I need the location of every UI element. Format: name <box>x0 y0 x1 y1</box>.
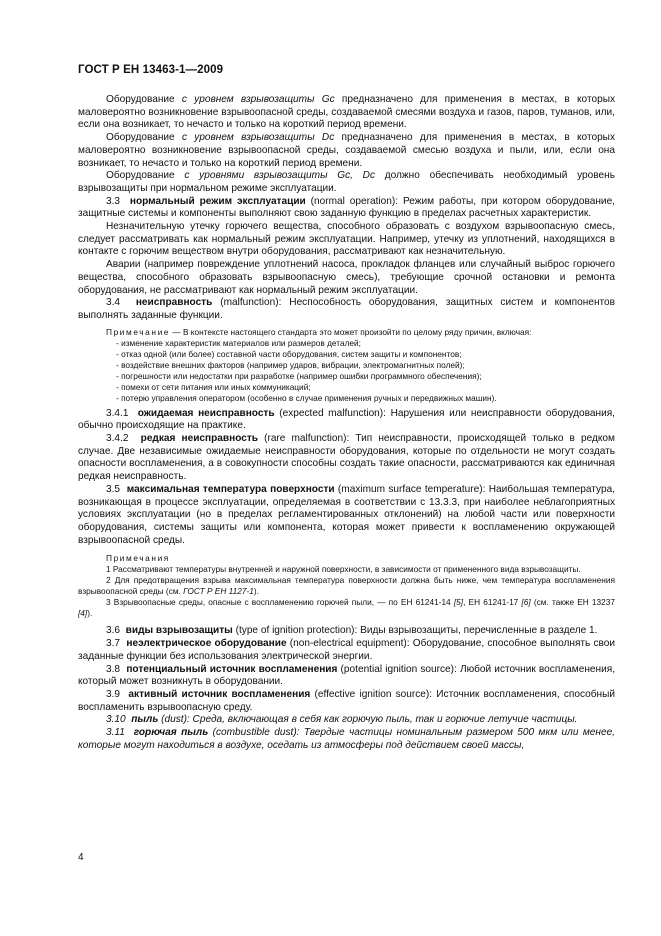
page-number: 4 <box>78 852 84 863</box>
list-item: - отказ одной (или более) составной части оборудования, систем защиты и компонентов; <box>116 348 462 359</box>
clause-3-3-para-3: Аварии (например повреждение уплотнений насоса, прокладок фланцев или случайный выброс горючего вещества, способного образовать взрывоопасную смесь), требующие срочной остановки и ремонта оборудования, не рассматривают как нормальный режим эксплуатации. <box>78 259 615 296</box>
note-label: Примечание <box>106 326 171 337</box>
list-item: - воздействие внешних факторов (например ударов, вибрации, электромагнитных полей); <box>116 359 465 370</box>
term: неэлектрическое оборудование <box>126 638 287 650</box>
notes-label: Примечания <box>106 553 170 564</box>
clause-3-4-1: 3.4.1 ожидаемая неисправность (expected malfunction): Нарушения или неисправности оборудования, обычно происходящие на практике. <box>78 407 615 432</box>
clause-3-8: 3.8 потенциальный источник воспламенения (potential ignition source): Любой источник воспламенения, который может возникнуть в оборудовании. <box>78 663 616 688</box>
list-item: - изменение характеристик материалов или размеров деталей; <box>116 337 361 348</box>
clause-3-4: 3.4 неисправность (malfunction): Неспособность оборудования, защитных систем и компонентов выполнять заданные функции. <box>78 297 616 321</box>
document-header: ГОСТ Р ЕН 13463-1—2009 <box>78 64 224 76</box>
paragraph-gc: Оборудование с уровнем взрывозащиты Gc предназначено для применения в местах, в которых маловероятно возникновение взрывоопасной среды, создаваемой смесями воздуха и газов, паров, туманов, или, если она возникает, то нечасто и только на короткий период времени. <box>78 94 615 131</box>
term: пыль <box>131 714 159 726</box>
term: активный источник воспламенения <box>128 688 311 700</box>
list-item: - помехи от сети питания или иных коммуникаций; <box>116 381 311 392</box>
clause-3-9: 3.9 активный источник воспламенения (effective ignition source): Источник воспламенения, способный воспламенить взрывоопасную среду. <box>78 688 615 713</box>
note-1: 1 Рассматривают температуры внутренней и наружной поверхности, в зависимости от примененного вида взрывозащиты. <box>106 564 581 575</box>
term: виды взрывозащиты <box>125 625 233 637</box>
note-3: 3 Взрывоопасные среды, опасные с воспламенению горючей пыли, — по ЕН 61241-14 [5], ЕН 61241-17 [6] (см. также ЕН 13237 [4]). <box>78 597 615 619</box>
paragraph-gc-dc: Оборудование с уровнями взрывозащиты Gc, Dc должно обеспечивать необходимый уровень взрывозащиты при нормальном режиме эксплуатации. <box>78 170 615 194</box>
term: редкая неисправность <box>140 433 258 445</box>
clause-3-11: 3.11 горючая пыль (combustible dust): Твердые частицы номинальным размером 500 мкм или менее, которые могут находиться в воздухе, оседать из атмосферы под действием своей массы, <box>78 727 615 751</box>
term: нормальный режим эксплуатации <box>129 195 306 207</box>
term: максимальная температура поверхности <box>126 483 335 495</box>
clause-3-5: 3.5 максимальная температура поверхности (maximum surface temperature): Наибольшая температура, возникающая в процессе эксплуатации, определяемая в соответствии с 13.3.3, при наиболее неблагоприятных условиях эксплуатации (но в пределах регламентированных отклонений) на любой части или поверхности оборудования, системы защиты или компонента, которая может привести к воспламенению окружающей взрывоопасной среды. <box>78 483 615 546</box>
clause-3-10: 3.10 пыль (dust): Среда, включающая в себя как горючую пыль, так и горючие летучие частицы. <box>106 714 578 726</box>
paragraph-dc: Оборудование с уровнем взрывозащиты Dc предназначено для применения в местах, в которых маловероятно возникновение взрывоопасной среды, создаваемой смесью воздуха и пыли, или, если она возникает, то нечасто и только на короткий период времени. <box>78 132 615 169</box>
clause-3-7: 3.7 неэлектрическое оборудование (non-electrical equipment): Оборудование, способное выполнять свои заданные функции без использования электрической энергии. <box>78 638 615 662</box>
term: неисправность <box>135 297 213 309</box>
list-item: - погрешности или недостатки при разработке (например ошибки программного обеспечения); <box>116 370 482 381</box>
note-2: 2 Для предотвращения взрыва максимальная температура поверхности должна быть ниже, чем температура воспламенения взрывоопасной среды (см. ГОСТ Р ЕН 1127-1). <box>78 575 615 597</box>
term: потенциальный источник воспламенения <box>126 663 338 675</box>
list-item: - потерю управления оператором (особенно в случае применения ручных и передвижных машин). <box>116 392 497 403</box>
clause-3-3: 3.3 нормальный режим эксплуатации (normal operation): Режим работы, при котором оборудование, защитные системы и компоненты выполняют свою заданную функцию в пределах расчетных характеристик. <box>78 195 615 220</box>
clause-3-3-para-2: Незначительную утечку горючего вещества, способного образовать с воздухом взрывоопасную смесь, следует рассматривать как нормальный режим эксплуатации. Например, утечку из уплотнений, находящихся в контакте с горючим веществом внутри оборудования, рассматривают как незначительную. <box>78 221 615 258</box>
term: горючая пыль <box>133 727 209 739</box>
clause-3-6: 3.6 виды взрывозащиты (type of ignition protection): Виды взрывозащиты, перечисленные в разделе 1. <box>106 625 598 637</box>
clause-3-4-2: 3.4.2 редкая неисправность (rare malfunction): Тип неисправности, происходящей только в редком случае. Две независимые ожидаемые неисправности оборудования, которые по отдельности не могут создать опасности воспламенения, а в совокупности способны создать такие опасности, рассматриваются как единичная редкая неисправность. <box>78 433 615 483</box>
term: ожидаемая неисправность <box>137 407 275 419</box>
document-body <box>78 94 615 752</box>
clause-3-4-note: Примечание — В контексте настоящего стандарта это может произойти по целому ряду причин, включая: <box>106 326 532 337</box>
